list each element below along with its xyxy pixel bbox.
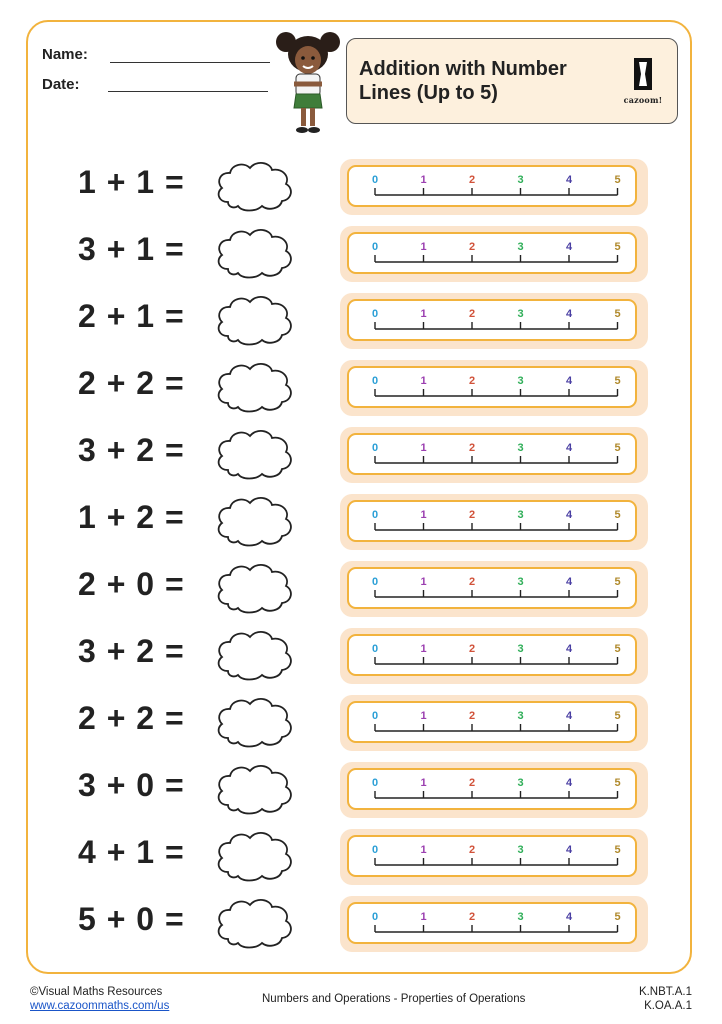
number-line-label: 5	[614, 174, 621, 186]
number-line-label: 5	[614, 308, 621, 320]
number-line	[349, 368, 635, 406]
number-line-label: 3	[517, 844, 524, 856]
number-line-label: 3	[517, 375, 524, 387]
number-line-frame	[347, 232, 637, 274]
question-row	[0, 351, 722, 417]
number-line-label: 4	[565, 643, 573, 655]
number-line-label: 1	[420, 710, 427, 722]
number-line	[349, 569, 635, 607]
number-line-label: 2	[468, 174, 476, 186]
number-line-label: 3	[517, 308, 524, 320]
number-line-label: 5	[614, 509, 621, 521]
number-line-card	[340, 695, 648, 751]
cazoom-logo-icon	[634, 58, 652, 90]
number-line-label: 4	[565, 442, 573, 454]
number-line-label: 5	[614, 576, 621, 588]
number-line-card	[340, 561, 648, 617]
number-line-label: 2	[468, 442, 476, 454]
number-line-frame	[347, 299, 637, 341]
number-line-label: 3	[517, 643, 524, 655]
copyright-text: ©Visual Maths Resources	[30, 986, 163, 998]
number-line-label: 4	[565, 576, 573, 588]
equation-text: 2 + 2 =	[78, 700, 185, 736]
question-row	[0, 418, 722, 484]
equation-text: 5 + 0 =	[78, 901, 185, 937]
number-line-label: 2	[468, 576, 476, 588]
equation-text: 2 + 1 =	[78, 298, 185, 334]
equation-text: 3 + 1 =	[78, 231, 185, 267]
number-line-label: 4	[565, 777, 573, 789]
number-line-label: 4	[565, 509, 573, 521]
number-line-label: 2	[468, 241, 476, 253]
number-line-label: 0	[371, 777, 379, 789]
question-row	[0, 150, 722, 216]
number-line-label: 5	[614, 643, 621, 655]
number-line-label: 0	[371, 442, 379, 454]
number-line-label: 0	[371, 241, 379, 253]
number-line-label: 4	[565, 241, 573, 253]
answer-cloud[interactable]	[212, 156, 296, 214]
standard-1: K.NBT.A.1	[638, 986, 692, 998]
number-line-label: 4	[565, 844, 573, 856]
number-line-label: 5	[614, 442, 621, 454]
number-line-label: 1	[420, 576, 427, 588]
answer-cloud[interactable]	[212, 491, 296, 549]
number-line-frame	[347, 433, 637, 475]
number-line-label: 5	[614, 777, 621, 789]
question-row	[0, 552, 722, 618]
number-line-label: 3	[517, 576, 524, 588]
number-line-card	[340, 427, 648, 483]
number-line-label: 3	[517, 777, 524, 789]
number-line-label: 0	[371, 509, 379, 521]
number-line-card	[340, 494, 648, 550]
number-line-label: 1	[420, 308, 427, 320]
name-label: Name:	[42, 46, 88, 63]
number-line-label: 4	[565, 375, 573, 387]
answer-cloud[interactable]	[212, 893, 296, 951]
number-line	[349, 904, 635, 942]
number-line-label: 0	[371, 174, 379, 186]
answer-cloud[interactable]	[212, 424, 296, 482]
number-line-label: 2	[468, 643, 476, 655]
equation-text: 1 + 1 =	[78, 164, 185, 200]
number-line-label: 3	[517, 710, 524, 722]
number-line-label: 5	[614, 375, 621, 387]
number-line-card	[340, 829, 648, 885]
equation-text: 3 + 2 =	[78, 633, 185, 669]
number-line	[349, 770, 635, 808]
answer-cloud[interactable]	[212, 290, 296, 348]
number-line-frame	[347, 567, 637, 609]
number-line-label: 2	[468, 375, 476, 387]
standard-2: K.OA.A.1	[644, 1000, 692, 1012]
number-line-card	[340, 628, 648, 684]
answer-cloud[interactable]	[212, 357, 296, 415]
number-line-label: 1	[420, 643, 427, 655]
number-line-label: 3	[517, 509, 524, 521]
question-row	[0, 686, 722, 752]
question-row	[0, 887, 722, 953]
number-line-frame	[347, 634, 637, 676]
number-line	[349, 234, 635, 272]
number-line-label: 0	[371, 643, 379, 655]
number-line	[349, 167, 635, 205]
number-line-label: 4	[565, 174, 573, 186]
number-line	[349, 301, 635, 339]
number-line-label: 3	[517, 442, 524, 454]
number-line-label: 0	[371, 710, 379, 722]
number-line-card	[340, 762, 648, 818]
number-line	[349, 502, 635, 540]
answer-cloud[interactable]	[212, 558, 296, 616]
worksheet-title: Addition with Number Lines (Up to 5)	[359, 58, 567, 104]
number-line-label: 2	[468, 509, 476, 521]
number-line-label: 4	[565, 710, 573, 722]
number-line-card	[340, 226, 648, 282]
question-row	[0, 485, 722, 551]
number-line-label: 1	[420, 442, 427, 454]
number-line-frame	[347, 835, 637, 877]
date-label: Date:	[42, 76, 80, 93]
number-line-label: 0	[371, 576, 379, 588]
number-line-label: 0	[371, 375, 379, 387]
number-line	[349, 703, 635, 741]
number-line-card	[340, 360, 648, 416]
number-line-label: 1	[420, 911, 427, 923]
girl-character-icon	[272, 28, 346, 138]
number-line-label: 1	[420, 844, 427, 856]
number-line-frame	[347, 366, 637, 408]
number-line-card	[340, 159, 648, 215]
number-line-label: 1	[420, 241, 427, 253]
equation-text: 1 + 2 =	[78, 499, 185, 535]
number-line-label: 1	[420, 777, 427, 789]
number-line-label: 4	[565, 308, 573, 320]
number-line-label: 3	[517, 911, 524, 923]
number-line-label: 0	[371, 911, 379, 923]
answer-cloud[interactable]	[212, 625, 296, 683]
number-line-card	[340, 293, 648, 349]
number-line	[349, 636, 635, 674]
question-row	[0, 619, 722, 685]
question-row	[0, 820, 722, 886]
question-row	[0, 217, 722, 283]
number-line-label: 2	[468, 911, 476, 923]
number-line-label: 1	[420, 509, 427, 521]
equation-text: 2 + 2 =	[78, 365, 185, 401]
number-line-label: 5	[614, 710, 621, 722]
number-line-frame	[347, 768, 637, 810]
number-line-label: 5	[614, 241, 621, 253]
answer-cloud[interactable]	[212, 759, 296, 817]
number-line-label: 1	[420, 375, 427, 387]
answer-cloud[interactable]	[212, 692, 296, 750]
equation-text: 3 + 2 =	[78, 432, 185, 468]
topic-text: Numbers and Operations - Properties of Operations	[262, 993, 526, 1005]
equation-text: 3 + 0 =	[78, 767, 185, 803]
equation-text: 2 + 0 =	[78, 566, 185, 602]
answer-cloud[interactable]	[212, 826, 296, 884]
number-line-label: 2	[468, 710, 476, 722]
number-line-label: 0	[371, 844, 379, 856]
name-field[interactable]	[110, 62, 270, 63]
number-line	[349, 837, 635, 875]
question-row	[0, 753, 722, 819]
number-line-label: 3	[517, 241, 524, 253]
number-line-label: 5	[614, 911, 621, 923]
number-line-label: 5	[614, 844, 621, 856]
website-link[interactable]: www.cazoommaths.com/us	[30, 1000, 170, 1012]
question-row	[0, 284, 722, 350]
number-line-label: 4	[565, 911, 573, 923]
logo-text: cazoom!	[623, 95, 663, 105]
answer-cloud[interactable]	[212, 223, 296, 281]
number-line-label: 0	[371, 308, 379, 320]
number-line-frame	[347, 500, 637, 542]
cazoom-logo	[615, 58, 671, 104]
number-line-frame	[347, 902, 637, 944]
number-line-card	[340, 896, 648, 952]
equation-text: 4 + 1 =	[78, 834, 185, 870]
number-line-label: 3	[517, 174, 524, 186]
date-field[interactable]	[108, 91, 268, 92]
number-line-label: 1	[420, 174, 427, 186]
number-line-label: 2	[468, 777, 476, 789]
number-line-label: 2	[468, 844, 476, 856]
number-line-frame	[347, 701, 637, 743]
number-line-frame	[347, 165, 637, 207]
number-line-label: 2	[468, 308, 476, 320]
number-line	[349, 435, 635, 473]
